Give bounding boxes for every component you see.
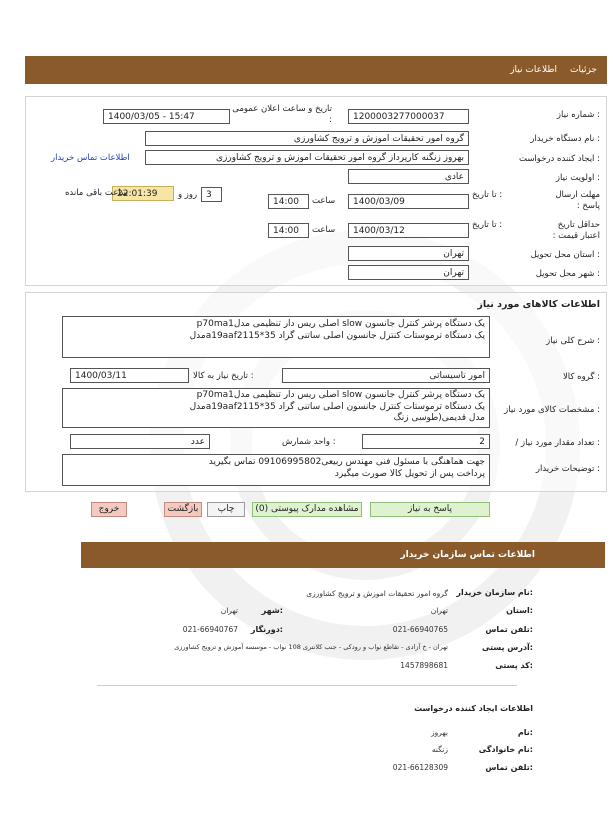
goods-section-title: اطلاعات کالاهای مورد نیاز [477,299,600,310]
contact-phone-label: تلفن تماس: [485,625,533,634]
contact-address-label: آدرس پستی: [482,643,533,652]
contact-city-label: شهر: [261,606,283,615]
deadline-date-field: 1400/03/09 [348,194,469,209]
buyer-notes-field [62,454,490,486]
buyer-field: گروه امور تحقیقات اموزش و ترویج کشاورزی [145,131,469,146]
province-label: استان محل تحویل : [530,250,600,260]
remaining-label: ساعت باقی مانده [64,188,128,198]
contact-address-value: تهران - خ آزادی - تقاطع نواب و رودکی - جنب کلانتری 108 نواب - موسسه آموزش و ترویج کشاورزی [174,643,448,651]
summary-field [62,316,490,358]
contact-fax-label: دورنگار: [250,625,283,634]
creator-family-label: نام خانوادگی: [478,745,533,754]
notes-line-1: جهت هماهنگی با مسئول فنی مهندس ربیعی09106995802 تماس بگیرید [208,457,485,467]
creator-label: ایجاد کننده درخواست : [518,154,600,164]
validity-to-label: تا تاریخ : [472,220,503,230]
contact-province-label: استان: [506,606,533,615]
announce-field: 1400/03/05 - 15:47 [103,109,230,124]
summary-line-2: یک دستگاه ترموستات کنترل جانسون اصلی ساتنی گراد 35*a19aaf2115مدل [189,331,485,341]
creator-phone-label: تلفن تماس: [485,763,533,772]
deadline-time-field: 14:00 [268,194,309,209]
contact-org-label: نام سازمان خریدار: [456,588,533,597]
contact-bar-title: اطلاعات تماس سازمان خریدار [400,550,535,560]
validity-time-field: 14:00 [268,223,309,238]
spec-field [62,388,490,428]
back-button[interactable]: بازگشت [164,502,202,517]
remaining-days-label: روز و [178,190,198,200]
creator-phone-value: 021-66128309 [392,763,448,772]
tab-details[interactable]: جزئیات [570,65,597,75]
need-date-field: 1400/03/11 [70,368,189,383]
priority-field: عادی [348,169,469,184]
creator-family-value: زنگنه [431,745,448,754]
qty-label: / تعداد مقدار مورد نیاز : [515,438,600,448]
creator-field: بهروز زنگنه کارپرداز گروه امور تحقیقات اموزش و ترویج کشاورزی [145,150,469,165]
contact-city-value: تهران [220,606,238,615]
validity-date-field: 1400/03/12 [348,223,469,238]
creator-name-label: نام: [517,728,533,737]
unit-label: واحد شمارش : [282,437,336,447]
need-number-label: شماره نیاز : [556,110,600,120]
buyer-label: نام دستگاه خریدار : [530,134,600,144]
deadline-label: مهلت ارسال پاسخ : [555,190,600,211]
remaining-time-field: 22:01:39 [112,186,174,201]
city-field: تهران [348,265,469,280]
summary-line-1: یک دستگاه پرشر کنترل جانسون slow اصلی ریس دار تنظیمی مدلp70ma1 [196,319,485,329]
contact-postal-label: کد پستی: [495,661,533,670]
summary-label: شرح کلی نیاز : [546,336,600,346]
announce-label: تاریخ و ساعت اعلان عمومی : [232,104,332,125]
qty-field: 2 [362,434,490,449]
buyer-contact-link[interactable]: اطلاعات تماس خریدار [51,153,130,163]
deadline-to-label: تا تاریخ : [472,190,503,200]
contact-bar [81,542,605,568]
creator-name-value: بهروز [431,728,448,737]
contact-separator [97,685,517,686]
spec-line-2: یک دستگاه ترموستات کنترل جانسون اصلی ساتنی گراد 35*a19aaf2115مدل [189,401,485,412]
contact-postal-value: 1457898681 [400,661,448,670]
buyer-notes-label: توضیحات خریدار : [535,464,600,474]
exit-button[interactable]: خروج [91,502,127,517]
deadline-time-label: ساعت [312,196,336,206]
contact-province-value: تهران [430,606,448,615]
spec-line-1: یک دستگاه پرشر کنترل جانسون slow اصلی ریس دار تنظیمی مدلp70ma1 [196,390,485,400]
validity-label: حداقل تاریخ اعتبار قیمت : [552,220,600,241]
need-date-label: تاریخ نیاز به کالا : [193,371,254,381]
reply-button[interactable]: پاسخ به نیاز [370,502,490,517]
spec-label: مشخصات کالای مورد نیاز : [504,405,600,415]
group-label: گروه کالا : [562,372,600,382]
group-field: امور تاسیساتی [282,368,490,383]
contact-fax-value: 021-66940767 [182,625,238,634]
need-number-field: 1200003277000037 [348,109,469,124]
unit-field: عدد [70,434,210,449]
priority-label: اولویت نیاز : [555,173,600,183]
province-field: تهران [348,246,469,261]
creator-section-title: اطلاعات ایجاد کننده درخواست [414,704,533,713]
notes-line-2: پرداخت پس از تحویل کالا صورت میگیرد [334,469,485,479]
contact-org-value: گروه امور تحقیقات اموزش و ترویج کشاورزی [306,589,448,598]
validity-time-label: ساعت [312,225,336,235]
attachments-button[interactable]: مشاهده مدارک پیوستی (0) [252,502,362,517]
contact-phone-value: 021-66940765 [392,625,448,634]
print-button[interactable]: چاپ [207,502,245,517]
spec-line-3: مدل قدیمی(طوسی زنگ [393,413,485,423]
remaining-days-field: 3 [201,187,222,202]
tab-need-info[interactable]: اطلاعات نیاز [510,65,557,75]
top-bar [25,56,607,84]
city-label: شهر محل تحویل : [535,269,600,279]
